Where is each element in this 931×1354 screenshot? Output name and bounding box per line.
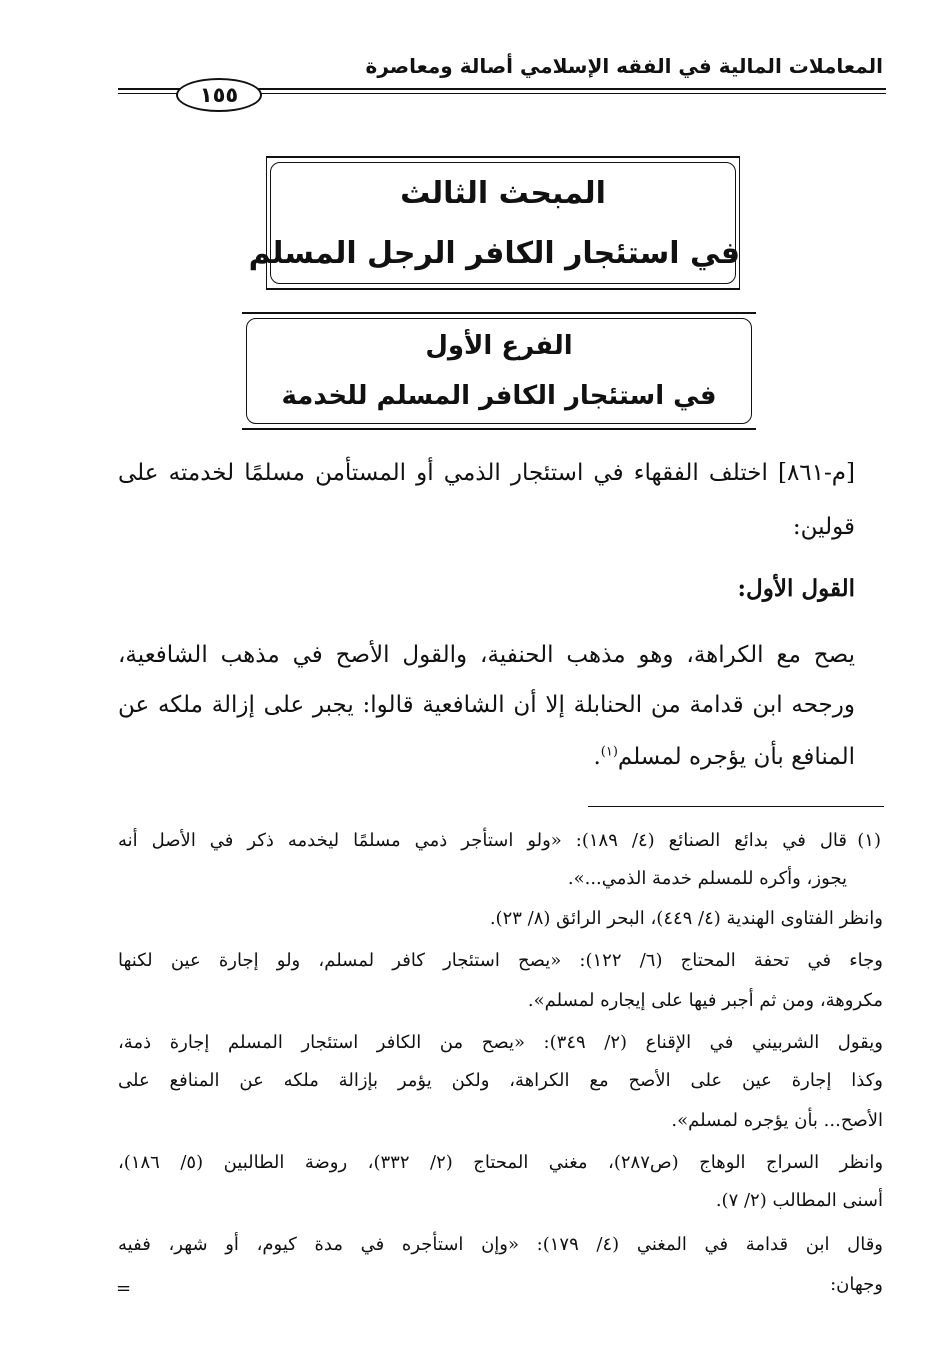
footnote-line: مكروهة، ومن ثم أجبر فيها على إيجاره لمسلم». — [527, 990, 883, 1011]
opinion-heading: القول الأول: — [737, 575, 855, 602]
footnote-separator — [588, 806, 884, 807]
body-text-line — [118, 742, 855, 772]
body-text-line: ورجحه ابن قدامة من الحنابلة إلا أن الشافعية قالوا: يجبر على إزالة ملكه عن — [118, 692, 855, 718]
footnote-reference: (١) — [600, 744, 618, 760]
footnote-line: ويقول الشربيني في الإقناع (٢/ ٣٤٩): «يصح من الكافر استئجار المسلم إجارة ذمة، — [118, 1032, 883, 1053]
footnote-line: وقال ابن قدامة في المغني (٤/ ١٧٩): «وإن استأجره في مدة كيوم، أو شهر، ففيه — [118, 1234, 883, 1255]
continuation-mark: = — [116, 1278, 132, 1299]
footnote-line: وجهان: — [830, 1274, 883, 1295]
body-text-line: [م-٨٦١] اختلف الفقهاء في استئجار الذمي أو المستأمن مسلمًا لخدمته على — [118, 460, 855, 486]
subsection-title-box — [242, 312, 756, 430]
section-subtitle: في استئجار الكافر الرجل المسلم — [248, 236, 740, 271]
subsection-subtitle: في استئجار الكافر المسلم للخدمة — [281, 381, 717, 411]
footnote-line: وجاء في تحفة المحتاج (٦/ ١٢٢): «يصح استئجار كافر لمسلم، ولو إجارة عين لكنها — [118, 950, 883, 971]
body-text: المنافع بأن يؤجره لمسلم — [617, 744, 855, 770]
running-title: المعاملات المالية في الفقه الإسلامي أصالة ومعاصرة — [365, 54, 883, 78]
footnote-line: أسنى المطالب (٢/ ٧). — [715, 1190, 883, 1211]
footnote-line: يجوز، وأكره للمسلم خدمة الذمي...». — [567, 868, 847, 889]
page-number: ١٥٥ — [176, 78, 262, 112]
subsection-title: الفرع الأول — [425, 331, 573, 361]
footnote-line: قال في بدائع الصنائع (٤/ ١٨٩): «ولو استأجر ذمي مسلمًا ليخدمه ذكر في الأصل أنه — [118, 830, 847, 851]
body-text-line: يصح مع الكراهة، وهو مذهب الحنفية، والقول الأصح في مذهب الشافعية، — [118, 642, 855, 668]
footnote-line: وكذا إجارة عين على الأصح مع الكراهة، ولكن يؤمر بإزالة ملكه عن المنافع على — [118, 1070, 883, 1091]
footnote-line: وانظر الفتاوى الهندية (٤/ ٤٤٩)، البحر الرائق (٨/ ٢٣). — [489, 908, 883, 929]
section-title-box — [248, 156, 740, 290]
footnote-line: الأصح... بأن يؤجره لمسلم». — [671, 1110, 883, 1131]
footnote-marker: (١) — [857, 830, 881, 851]
footnote-line: وانظر السراج الوهاج (ص٢٨٧)، مغني المحتاج (٢/ ٣٣٢)، روضة الطالبين (٥/ ١٨٦)، — [118, 1152, 884, 1173]
section-title: المبحث الثالث — [400, 176, 606, 211]
body-text-period: . — [593, 744, 601, 770]
body-text-line: قولين: — [792, 514, 855, 540]
